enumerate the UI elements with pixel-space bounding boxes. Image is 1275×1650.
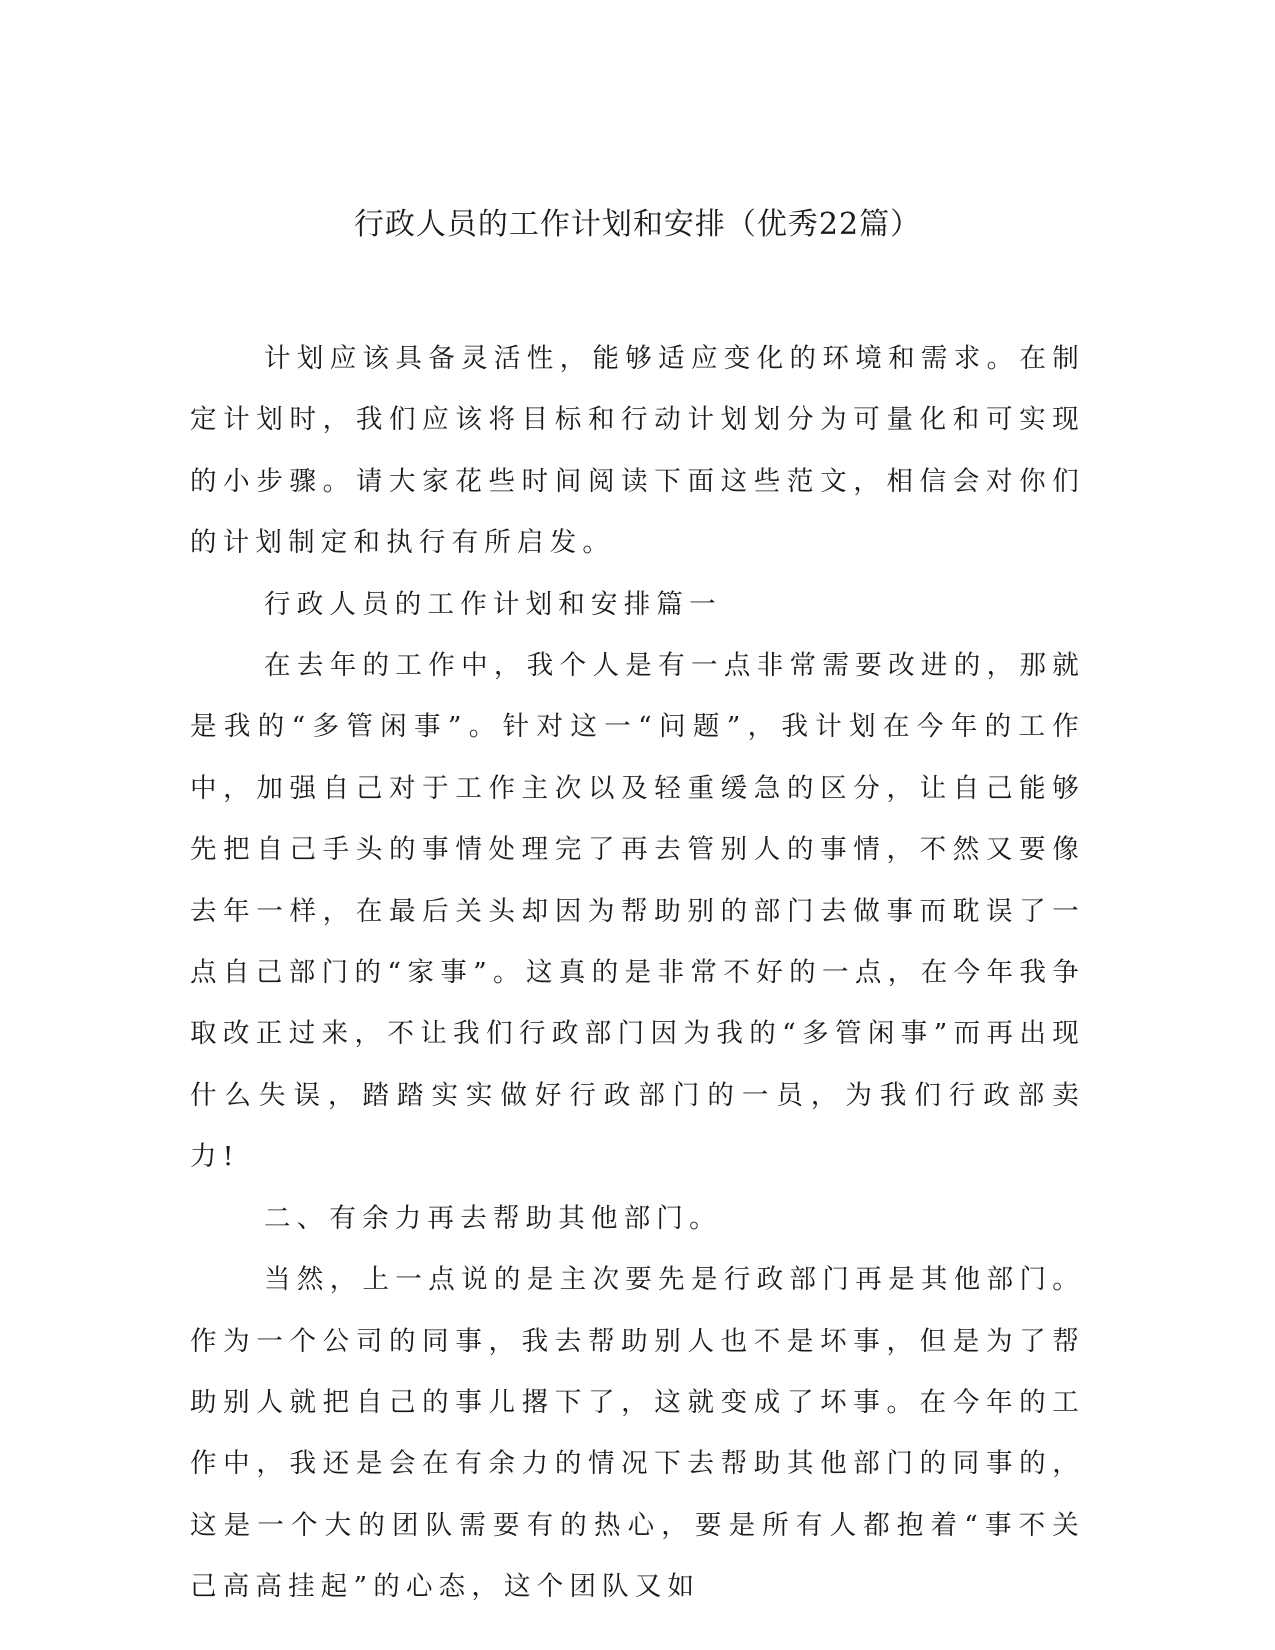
section-heading-two: 二、有余力再去帮助其他部门。 — [264, 1202, 722, 1234]
body-paragraph: 当然，上一点说的是主次要先是行政部门再是其他部门。作为一个公司的同事，我去帮助别人也不是坏事，但是为了帮助别人就把自己的事儿撂下了，这就变成了坏事。在今年的工作中，我还是会在有余力的情况下去帮助其他部门的同事的，这是一个大的团队需要有的热心，要是所有人都抱着“事不关己高高挂起”的心态，这个团队又如 — [190, 1264, 1085, 1603]
intro-paragraph: 计划应该具备灵活性，能够适应变化的环境和需求。在制定计划时，我们应该将目标和行动计划划分为可量化和可实现的小步骤。请大家花些时间阅读下面这些范文，相信会对你们的计划制定和执行有所启发。 — [190, 343, 1085, 559]
document-body — [190, 328, 1085, 1618]
body-paragraph: 在去年的工作中，我个人是有一点非常需要改进的，那就是我的“多管闲事”。针对这一“问题”，我计划在今年的工作中，加强自己对于工作主次以及轻重缓急的区分，让自己能够先把自己手头的事情处理完了再去管别人的事情，不然又要像去年一样，在最后关头却因为帮助别的部门去做事而耽误了一点自己部门的“家事”。这真的是非常不好的一点，在今年我争取改正过来，不让我们行政部门因为我的“多管闲事”而再出现什么失误，踏踏实实做好行政部门的一员，为我们行政部卖力! — [190, 650, 1085, 1173]
section-heading-part-one: 行政人员的工作计划和安排篇一 — [264, 588, 722, 620]
document-title: 行政人员的工作计划和安排（优秀22篇） — [353, 207, 922, 242]
